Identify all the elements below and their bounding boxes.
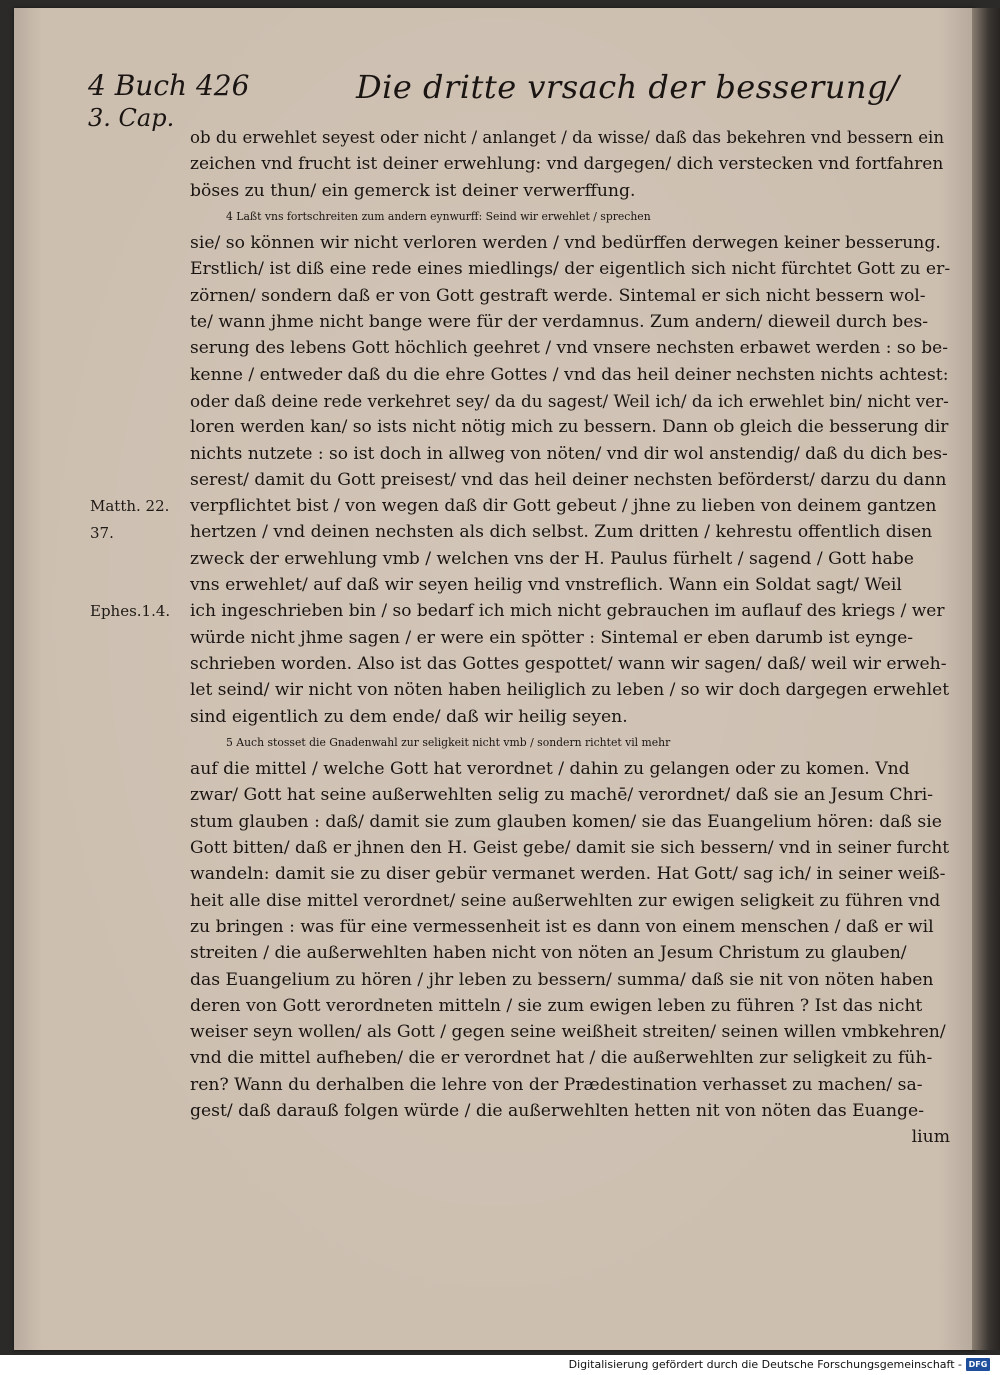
text-line: ich ingeschrieben bin / so bedarf ich mich nicht gebrauchen im auflauf des kriegs / wer [190, 601, 945, 622]
footer-credit: Digitalisierung gefördert durch die Deutsche Forschungsgemeinschaft - [568, 1358, 962, 1371]
text-line: hertzen / vnd deinen nechsten als dich selbst. Zum dritten / kehrestu offentlich disen [190, 522, 933, 543]
text-line: vnd die mittel aufheben/ die er verordnet hat / die außerwehlten zur seligkeit zu füh- [190, 1048, 933, 1069]
text-line: Gott bitten/ daß er jhnen den H. Geist gebe/ damit sie sich bessern/ vnd in seiner furcht [190, 838, 950, 859]
margin-note: Ephes.1.4. [90, 602, 171, 621]
text-line: let seind/ wir nicht von nöten haben heiliglich zu leben / so wir doch dargegen erwehlet [190, 680, 950, 701]
text-line: nichts nutzete : so ist doch in allweg von nöten/ vnd dir wol anstendig/ daß du dich bes- [190, 443, 948, 464]
dfg-logo: DFG [966, 1358, 990, 1371]
page-header-chapter: 3. Cap. [88, 104, 175, 132]
text-line: zwar/ Gott hat seine außerwehlten selig zu machē/ verordnet/ daß sie an Jesum Chri- [190, 785, 934, 806]
text-line: te/ wann jhme nicht bange were für der verdamnus. Zum andern/ dieweil durch bes- [190, 312, 929, 333]
text-line: Erstlich/ ist diß eine rede eines miedlings/ der eigentlich sich nicht fürchtet Gott zu er- [190, 259, 951, 280]
text-line: sie/ so können wir nicht verloren werden / vnd bedürffen derwegen keiner besserung. [190, 233, 941, 254]
text-line: zörnen/ sondern daß er von Gott gestraft werde. Sintemal er sich nicht bessern wol- [190, 285, 926, 306]
text-line: lium [911, 1127, 950, 1148]
text-line: oder daß deine rede verkehret sey/ da du sagest/ Weil ich/ da ich erwehlet bin/ nicht ver- [190, 390, 949, 411]
text-line: wandeln: damit sie zu diser gebür vermanet werden. Hat Gott/ sag ich/ in seiner weiß- [190, 864, 946, 885]
body-text [190, 125, 950, 1151]
book-spine-shadow [972, 8, 1000, 1350]
margin-note: Matth. 22. [90, 497, 170, 516]
text-line: 4 Laßt vns fortschreiten zum andern eynwurff: Seind wir erwehlet / sprechen [226, 209, 651, 223]
text-line: gest/ daß darauß folgen würde / die außerwehlten hetten nit von nöten das Euange- [190, 1100, 925, 1121]
text-line: vns erwehlet/ auf daß wir seyen heilig vnd vnstreflich. Wann ein Soldat sagt/ Weil [190, 575, 902, 596]
text-line: zweck der erwehlung vmb / welchen vns der H. Paulus fürhelt / sagend / Gott habe [190, 548, 914, 569]
text-line: ob du erwehlet seyest oder nicht / anlanget / da wisse/ daß das bekehren vnd bessern ein [190, 128, 945, 147]
text-line: serest/ damit du Gott preisest/ vnd das heil deiner nechsten beförderst/ darzu du dann [190, 469, 947, 490]
text-line: böses zu thun/ ein gemerck ist deiner verwerffung. [190, 180, 636, 201]
text-line: weiser seyn wollen/ als Gott / gegen seine weißheit streiten/ seinen willen vmbkehren/ [190, 1022, 946, 1043]
text-line: heit alle dise mittel verordnet/ seine außerwehlten zur ewigen seligkeit zu führen vnd [190, 890, 941, 911]
text-line: deren von Gott verordneten mitteln / sie zum ewigen leben zu führen ? Ist das nicht [190, 995, 923, 1016]
text-line: das Euangelium zu hören / jhr leben zu bessern/ summa/ daß sie nit von nöten haben [190, 969, 934, 990]
text-line: sind eigentlich zu dem ende/ daß wir heilig seyen. [190, 706, 628, 727]
text-line: würde nicht jhme sagen / er were ein spötter : Sintemal er eben darumb ist eynge- [190, 627, 914, 648]
margin-note: 37. [90, 523, 114, 542]
text-line: loren werden kan/ so ists nicht nötig mich zu bessern. Dann ob gleich die besserung dir [190, 417, 949, 438]
text-line: auf die mittel / welche Gott hat verordnet / dahin zu gelangen oder zu komen. Vnd [190, 759, 910, 780]
text-line: zeichen vnd frucht ist deiner erwehlung: vnd dargegen/ dich verstecken vnd fortfahren [190, 154, 944, 175]
text-line: kenne / entweder daß du die ehre Gottes / vnd das heil deiner nechsten nichts achtest: [190, 364, 949, 385]
text-line: stum glauben : daß/ damit sie zum glauben komen/ sie das Euangelium hören: daß sie [190, 811, 942, 832]
page-running-title: Die dritte vrsach der besserung/ [356, 68, 900, 106]
page-header-book-number: 4 Buch 426 [88, 69, 250, 102]
text-line: schrieben worden. Also ist das Gottes gespottet/ wann wir sagen/ daß/ weil wir erweh- [190, 653, 947, 674]
text-line: 5 Auch stosset die Gnadenwahl zur seligkeit nicht vmb / sondern richtet vil mehr [226, 735, 671, 749]
text-line: streiten / die außerwehlten haben nicht von nöten an Jesum Christum zu glauben/ [190, 943, 907, 964]
text-line: verpflichtet bist / von wegen daß dir Gott gebeut / jhne zu lieben von deinem gantzen [190, 496, 937, 517]
text-line: serung des lebens Gott höchlich geehret / vnd vnsere nechsten erbawet werden : so be- [190, 338, 948, 359]
text-line: zu bringen : was für eine vermessenheit ist es dann von einem menschen / daß er wil [190, 916, 934, 937]
text-line: ren? Wann du derhalben die lehre von der Prædestination verhasset zu machen/ sa- [190, 1074, 923, 1095]
